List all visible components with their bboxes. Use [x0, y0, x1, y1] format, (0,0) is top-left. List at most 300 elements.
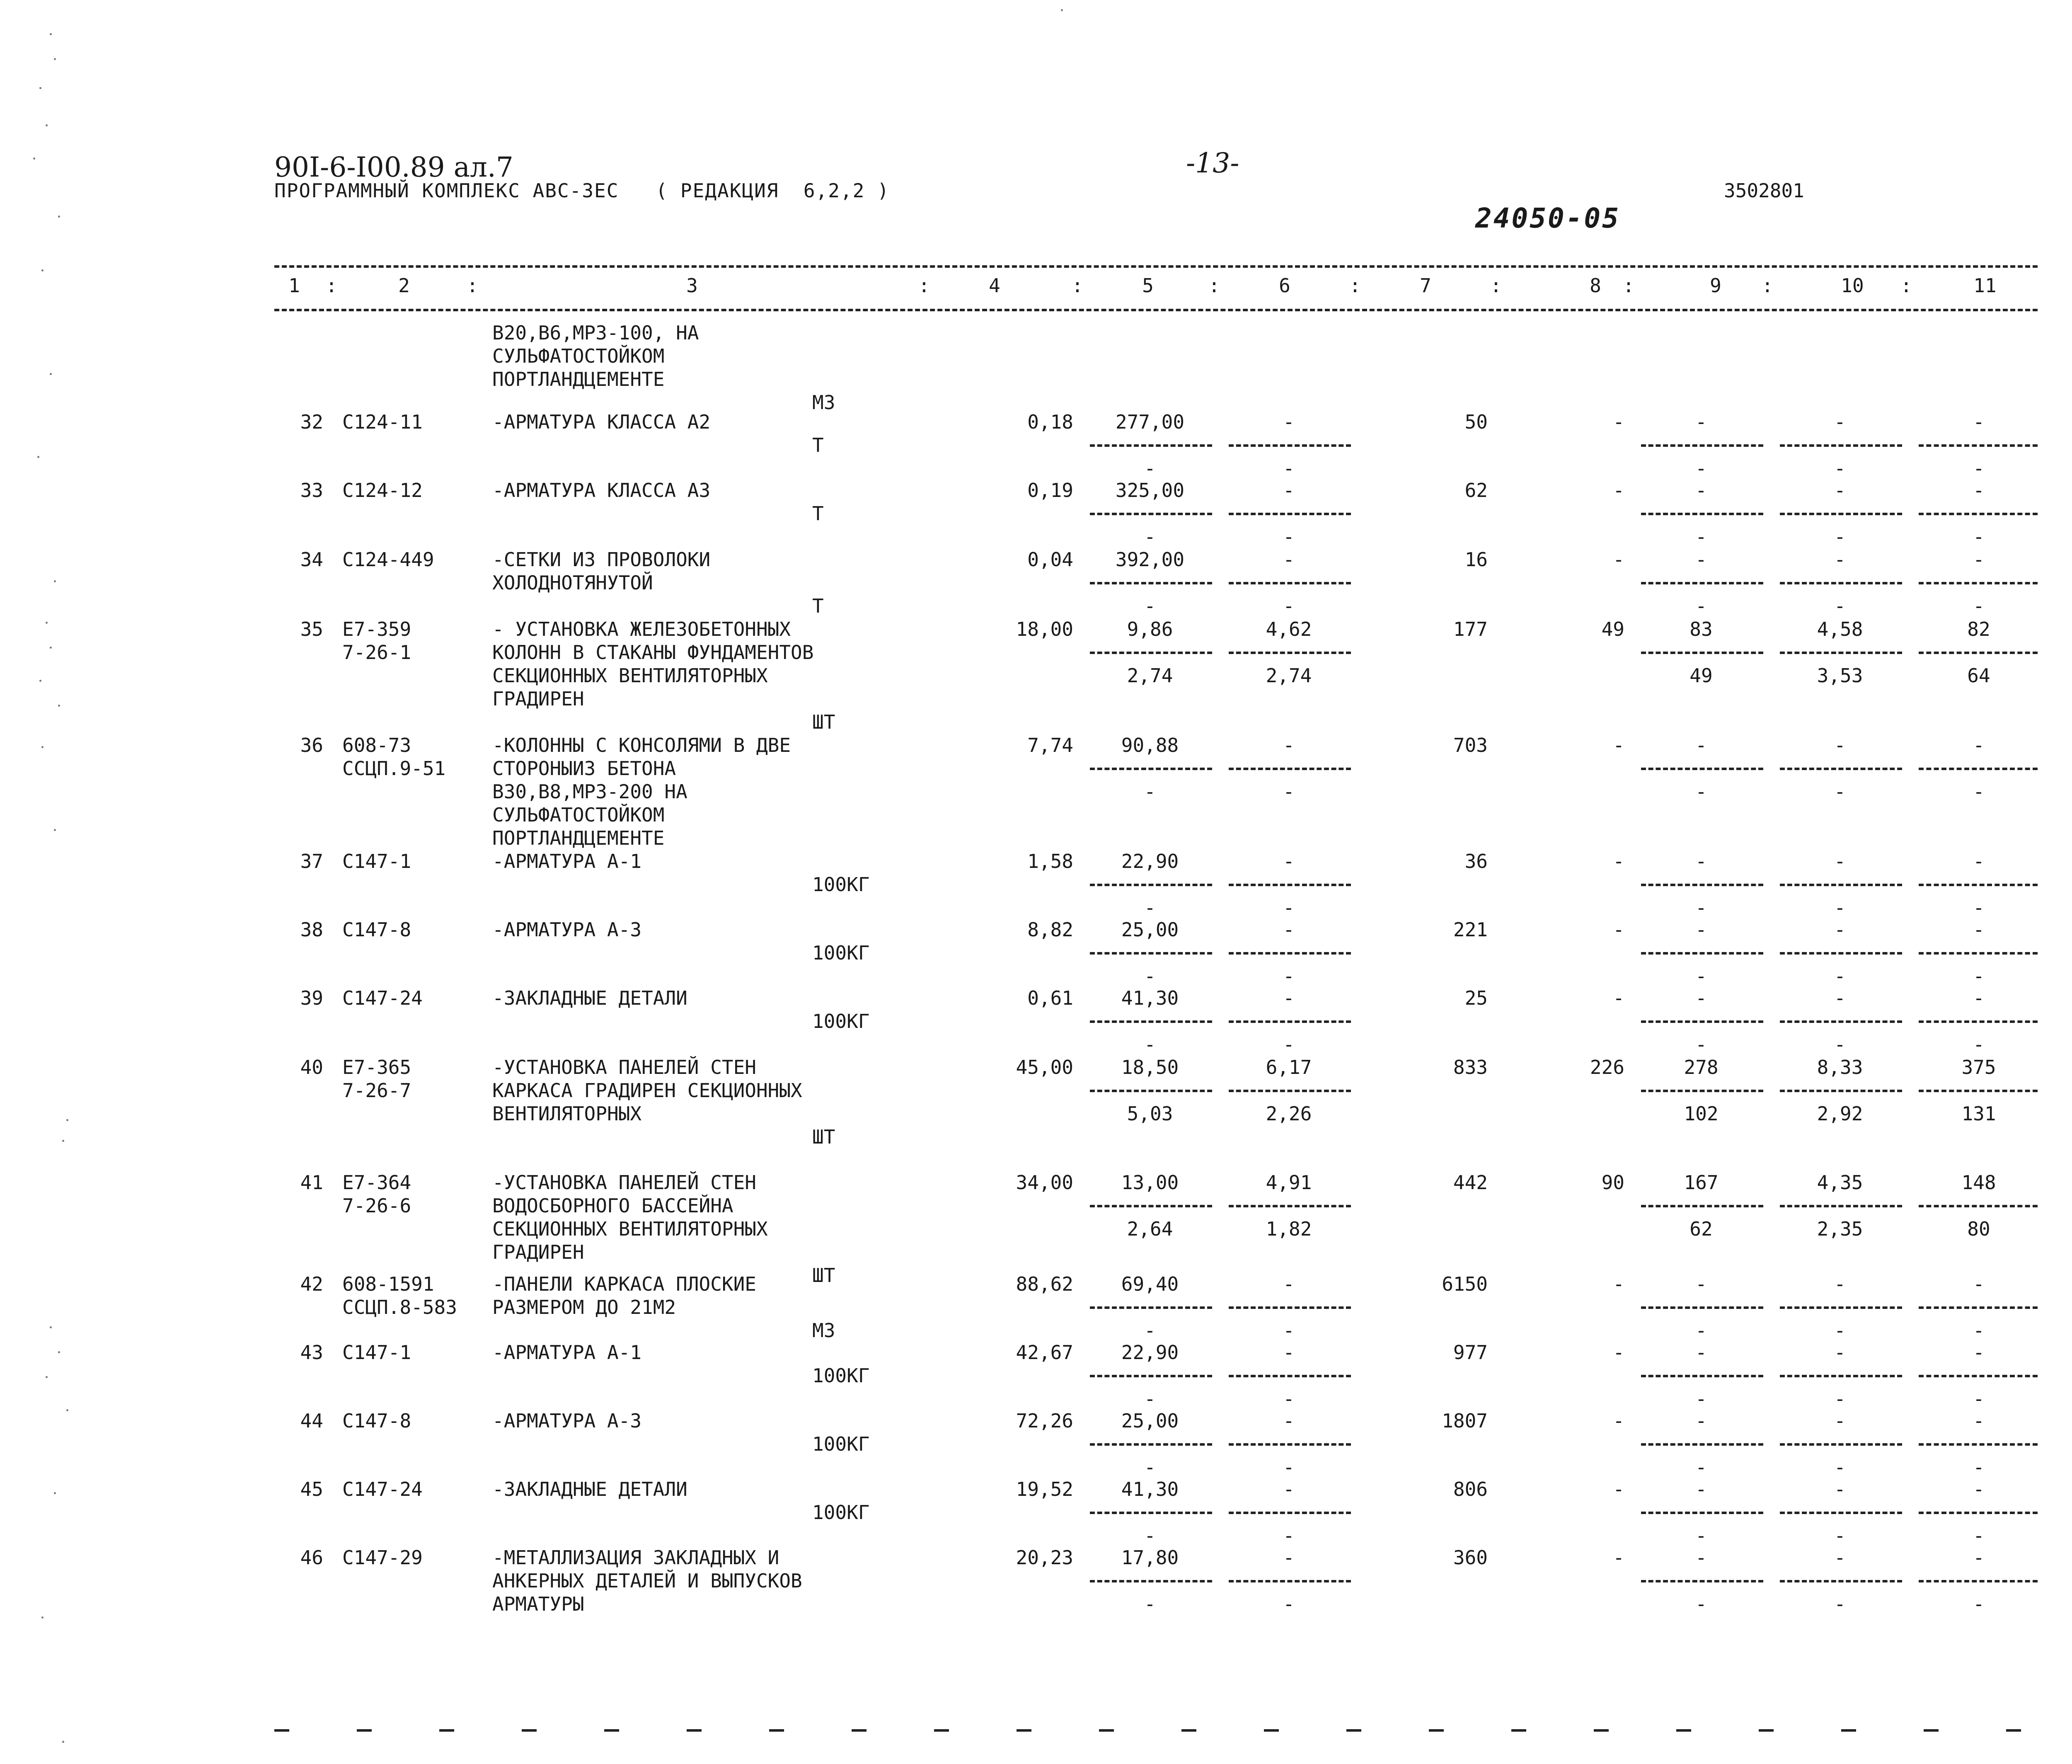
cell-col7: 833	[1453, 1056, 1488, 1078]
cell-c9-top: -	[1695, 1546, 1707, 1569]
cell-number: 46	[300, 1546, 323, 1569]
cell-col4: 1,58	[1027, 850, 1073, 872]
scan-speck	[66, 1119, 68, 1121]
fraction-line	[1229, 1205, 1351, 1210]
cell-c11-top: -	[1973, 1273, 1985, 1295]
scan-speck	[58, 216, 60, 218]
cell-unit: 100КГ	[812, 942, 870, 964]
column-separator: :	[1623, 274, 1634, 297]
cell-c11-top: -	[1973, 1341, 1985, 1364]
cell-col4: 8,82	[1027, 918, 1073, 941]
cell-c11-bottom: -	[1973, 1456, 1985, 1478]
scan-speck	[33, 158, 35, 160]
footer-dash	[522, 1729, 537, 1732]
fraction-line	[1090, 1205, 1212, 1210]
fraction-line	[1780, 582, 1902, 587]
cell-col4: 88,62	[1016, 1273, 1073, 1295]
cell-c10-top: -	[1834, 1273, 1846, 1295]
cell-c10-top: -	[1834, 548, 1846, 571]
cell-col4: 34,00	[1016, 1171, 1073, 1194]
column-header-6: 6	[1279, 274, 1290, 297]
cell-col7: 25	[1464, 987, 1488, 1009]
fraction-line	[1780, 884, 1902, 889]
cell-code: Е7-364 7-26-6	[342, 1171, 411, 1217]
column-separator: :	[1349, 274, 1361, 297]
cell-col4: 7,74	[1027, 734, 1073, 756]
fraction-line	[1919, 582, 2038, 587]
cell-c5-top: 9,86	[1127, 618, 1173, 640]
column-header-4: 4	[989, 274, 1000, 297]
cell-c6-bottom: -	[1283, 897, 1295, 919]
fraction-line	[1641, 768, 1763, 773]
cell-code: С147-8	[342, 1410, 411, 1432]
cell-number: 36	[300, 734, 323, 756]
cell-c6-bottom: 1,82	[1266, 1218, 1312, 1240]
cell-c9-top: -	[1695, 987, 1707, 1009]
cell-number: 34	[300, 548, 323, 571]
cell-c6-top: -	[1283, 1546, 1295, 1569]
cell-c6-bottom: -	[1283, 780, 1295, 803]
fraction-line	[1229, 444, 1351, 449]
cell-col8: -	[1613, 1478, 1624, 1500]
footer-dash	[1429, 1729, 1444, 1732]
cell-c9-bottom: 62	[1690, 1218, 1713, 1240]
fraction-line	[1919, 1375, 2038, 1380]
fraction-line	[1919, 952, 2038, 957]
footer-dash	[1511, 1729, 1526, 1732]
cell-code: С124-449	[342, 548, 434, 571]
fraction-line	[1090, 884, 1212, 889]
cell-c9-top: -	[1695, 479, 1707, 502]
fraction-line	[1090, 1375, 1212, 1380]
cell-c5-bottom: -	[1144, 1593, 1156, 1615]
fraction-line	[1780, 444, 1902, 449]
cell-c11-bottom: -	[1973, 1524, 1985, 1547]
footer-dash	[357, 1729, 372, 1732]
footer-dash	[934, 1729, 949, 1732]
column-separator: :	[918, 274, 930, 297]
footer-dash	[604, 1729, 619, 1732]
cell-c5-bottom: -	[1144, 965, 1156, 987]
cell-description: -ЗАКЛАДНЫЕ ДЕТАЛИ	[492, 1478, 687, 1500]
fraction-line	[1229, 1512, 1351, 1517]
cell-unit: 100КГ	[812, 873, 870, 896]
cell-description: -ПАНЕЛИ КАРКАСА ПЛОСКИЕ РАЗМЕРОМ ДО 21М2	[492, 1273, 756, 1318]
cell-c11-bottom: -	[1973, 595, 1985, 617]
cell-c5-top: 90,88	[1121, 734, 1179, 756]
cell-c10-bottom: -	[1834, 1319, 1846, 1342]
document-code: 90I-6-I00.89 ал.7	[274, 151, 513, 183]
cell-c11-bottom: -	[1973, 526, 1985, 548]
fraction-line	[1229, 1020, 1351, 1025]
fraction-line	[1641, 952, 1763, 957]
cell-c11-bottom: 80	[1967, 1218, 1990, 1240]
cell-c10-top: -	[1834, 1410, 1846, 1432]
cell-c5-bottom: -	[1144, 595, 1156, 617]
cell-c5-bottom: -	[1144, 1033, 1156, 1056]
cell-unit: М3	[812, 391, 835, 414]
fraction-line	[1641, 513, 1763, 518]
cell-col7: 221	[1453, 918, 1488, 941]
cell-col4: 18,00	[1016, 618, 1073, 640]
footer-dash	[852, 1729, 867, 1732]
cell-c5-bottom: 2,74	[1127, 664, 1173, 687]
cell-c9-bottom: -	[1695, 780, 1707, 803]
cell-col8: -	[1613, 1546, 1624, 1569]
cell-col4: 72,26	[1016, 1410, 1073, 1432]
cell-c9-top: 83	[1690, 618, 1713, 640]
cell-number: 44	[300, 1410, 323, 1432]
scan-speck	[54, 829, 56, 831]
cell-c10-bottom: -	[1834, 1456, 1846, 1478]
cell-col8: 49	[1601, 618, 1624, 640]
cell-c10-bottom: 3,53	[1817, 664, 1863, 687]
fraction-line	[1641, 1205, 1763, 1210]
scan-speck	[58, 705, 60, 707]
column-separator: :	[1072, 274, 1083, 297]
cell-c5-bottom: -	[1144, 780, 1156, 803]
cell-col8: -	[1613, 987, 1624, 1009]
cell-c9-bottom: -	[1695, 457, 1707, 480]
cell-c10-bottom: 2,92	[1817, 1102, 1863, 1125]
cell-col8: -	[1613, 1273, 1624, 1295]
footer-dash	[769, 1729, 784, 1732]
fraction-line	[1919, 1090, 2038, 1095]
footer-dash	[439, 1729, 454, 1732]
cell-c11-bottom: -	[1973, 965, 1985, 987]
scan-speck	[41, 746, 44, 748]
column-header-1: 1	[288, 274, 300, 297]
cell-c10-top: 4,58	[1817, 618, 1863, 640]
cell-c9-top: 278	[1684, 1056, 1719, 1078]
cell-number: 45	[300, 1478, 323, 1500]
cell-c5-top: 25,00	[1121, 1410, 1179, 1432]
cell-description: -АРМАТУРА А-1	[492, 850, 642, 872]
cell-number: 42	[300, 1273, 323, 1295]
cell-col7: 62	[1464, 479, 1488, 502]
fraction-line	[1780, 1580, 1902, 1585]
cell-c10-top: -	[1834, 1478, 1846, 1500]
cell-description: -АРМАТУРА КЛАССА А2	[492, 411, 711, 433]
fraction-line	[1090, 513, 1212, 518]
fraction-line	[1780, 1375, 1902, 1380]
cell-col7: 177	[1453, 618, 1488, 640]
cell-number: 38	[300, 918, 323, 941]
cell-col4: 45,00	[1016, 1056, 1073, 1078]
fraction-line	[1641, 1306, 1763, 1311]
column-header-5: 5	[1142, 274, 1154, 297]
cell-col7: 360	[1453, 1546, 1488, 1569]
cell-col8: -	[1613, 411, 1624, 433]
cell-c6-bottom: -	[1283, 457, 1295, 480]
cell-c6-top: -	[1283, 1273, 1295, 1295]
cell-code: С147-1	[342, 850, 411, 872]
cell-c6-bottom: -	[1283, 1388, 1295, 1410]
cell-c5-bottom: -	[1144, 526, 1156, 548]
footer-dash	[274, 1729, 289, 1732]
footer-dash	[1841, 1729, 1856, 1732]
fraction-line	[1919, 1443, 2038, 1448]
cell-c10-bottom: -	[1834, 457, 1846, 480]
cell-c10-top: -	[1834, 479, 1846, 502]
fraction-line	[1641, 1443, 1763, 1448]
fraction-line	[1090, 1443, 1212, 1448]
cell-c11-top: -	[1973, 548, 1985, 571]
cell-c11-bottom: -	[1973, 457, 1985, 480]
cell-c6-top: -	[1283, 850, 1295, 872]
cell-c6-top: -	[1283, 918, 1295, 941]
scan-speck	[62, 1741, 64, 1743]
cell-c11-top: 375	[1961, 1056, 1996, 1078]
fraction-line	[1229, 513, 1351, 518]
cell-c10-top: -	[1834, 1341, 1846, 1364]
program-line: ПРОГРАММНЫЙ КОМПЛЕКС АВС-3ЕС ( РЕДАКЦИЯ 6,2,2 )	[274, 179, 890, 202]
footer-dash	[2006, 1729, 2021, 1732]
column-separator: :	[467, 274, 478, 297]
cell-c11-bottom: -	[1973, 1388, 1985, 1410]
cell-c5-bottom: 2,64	[1127, 1218, 1173, 1240]
cell-c10-bottom: -	[1834, 526, 1846, 548]
column-header-8: 8	[1590, 274, 1601, 297]
cell-description: -АРМАТУРА А-3	[492, 918, 642, 941]
scan-speck	[50, 647, 52, 649]
column-separator: :	[1208, 274, 1220, 297]
cell-c5-top: 41,30	[1121, 1478, 1179, 1500]
scan-speck	[46, 124, 48, 126]
cell-c6-top: -	[1283, 1478, 1295, 1500]
cell-col7: 50	[1464, 411, 1488, 433]
cell-col8: -	[1613, 734, 1624, 756]
fraction-line	[1919, 1580, 2038, 1585]
fraction-line	[1919, 1306, 2038, 1311]
cell-c10-bottom: 2,35	[1817, 1218, 1863, 1240]
cell-description: -АРМАТУРА А-1	[492, 1341, 642, 1364]
cell-c5-top: 22,90	[1121, 1341, 1179, 1364]
cell-c11-bottom: 131	[1961, 1102, 1996, 1125]
cell-c5-bottom: -	[1144, 457, 1156, 480]
cell-c9-bottom: -	[1695, 595, 1707, 617]
cell-c10-bottom: -	[1834, 1524, 1846, 1547]
fraction-line	[1919, 444, 2038, 449]
cell-code: С147-8	[342, 918, 411, 941]
cell-col7: 16	[1464, 548, 1488, 571]
cell-c6-top: 4,91	[1266, 1171, 1312, 1194]
column-header-10: 10	[1841, 274, 1864, 297]
cell-c9-top: 167	[1684, 1171, 1719, 1194]
fraction-line	[1229, 582, 1351, 587]
cell-c10-bottom: -	[1834, 965, 1846, 987]
fraction-line	[1641, 1020, 1763, 1025]
cell-description: -УСТАНОВКА ПАНЕЛЕЙ СТЕН КАРКАСА ГРАДИРЕН СЕКЦИОННЫХ ВЕНТИЛЯТОРНЫХ	[492, 1056, 802, 1125]
cell-c11-top: -	[1973, 1478, 1985, 1500]
cell-col4: 0,04	[1027, 548, 1073, 571]
cell-c5-top: 325,00	[1115, 479, 1185, 502]
fraction-line	[1780, 1306, 1902, 1311]
scan-speck	[46, 1376, 48, 1378]
cell-unit: 100КГ	[812, 1433, 870, 1455]
fraction-line	[1919, 1512, 2038, 1517]
fraction-line	[1641, 1375, 1763, 1380]
fraction-line	[1780, 952, 1902, 957]
fraction-line	[1229, 952, 1351, 957]
fraction-line	[1641, 1580, 1763, 1585]
footer-dash	[1017, 1729, 1031, 1732]
scan-speck	[58, 1351, 60, 1353]
cell-c9-bottom: -	[1695, 897, 1707, 919]
cell-col4: 19,52	[1016, 1478, 1073, 1500]
fraction-line	[1780, 768, 1902, 773]
fraction-line	[1780, 513, 1902, 518]
fraction-line	[1780, 1512, 1902, 1517]
fraction-line	[1641, 444, 1763, 449]
fraction-line	[1229, 768, 1351, 773]
cell-c6-top: -	[1283, 479, 1295, 502]
cell-c9-top: -	[1695, 548, 1707, 571]
cell-code: С147-24	[342, 1478, 423, 1500]
cell-c9-top: -	[1695, 850, 1707, 872]
column-separator: :	[1762, 274, 1773, 297]
cell-c6-top: 6,17	[1266, 1056, 1312, 1078]
cell-c6-bottom: 2,26	[1266, 1102, 1312, 1125]
cell-c5-bottom: 5,03	[1127, 1102, 1173, 1125]
cell-c11-bottom: 64	[1967, 664, 1990, 687]
cell-c10-bottom: -	[1834, 595, 1846, 617]
cell-c6-top: 4,62	[1266, 618, 1312, 640]
cell-c6-bottom: 2,74	[1266, 664, 1312, 687]
cell-c6-bottom: -	[1283, 1033, 1295, 1056]
column-header-7: 7	[1420, 274, 1431, 297]
scan-speck	[37, 456, 39, 458]
cell-c9-bottom: -	[1695, 1033, 1707, 1056]
fraction-line	[1641, 652, 1763, 657]
cell-number: 40	[300, 1056, 323, 1078]
cell-c6-bottom: -	[1283, 1456, 1295, 1478]
fraction-line	[1090, 652, 1212, 657]
cell-c6-top: -	[1283, 734, 1295, 756]
cell-unit: 100КГ	[812, 1364, 870, 1387]
cell-code: Е7-365 7-26-7	[342, 1056, 411, 1102]
cell-unit: Т	[812, 595, 824, 617]
scan-speck	[54, 1492, 56, 1494]
cell-c11-top: -	[1973, 479, 1985, 502]
cell-c6-bottom: -	[1283, 1319, 1295, 1342]
cell-unit: Т	[812, 434, 824, 456]
cell-description: В20,В6,МРЗ-100, НА СУЛЬФАТОСТОЙКОМ ПОРТЛАНДЦЕМЕНТЕ	[492, 322, 699, 390]
cell-col7: 1807	[1442, 1410, 1488, 1432]
handwritten-stamp: 24050-05	[1475, 202, 1620, 234]
cell-c9-top: -	[1695, 1410, 1707, 1432]
cell-c6-top: -	[1283, 1341, 1295, 1364]
column-separator: :	[1490, 274, 1502, 297]
fraction-line	[1090, 768, 1212, 773]
fraction-line	[1090, 952, 1212, 957]
fraction-line	[1919, 884, 2038, 889]
fraction-line	[1229, 1443, 1351, 1448]
cell-c9-top: -	[1695, 734, 1707, 756]
cell-c5-top: 69,40	[1121, 1273, 1179, 1295]
cell-code: С147-1	[342, 1341, 411, 1364]
cell-col8: -	[1613, 850, 1624, 872]
cell-c10-top: -	[1834, 918, 1846, 941]
scan-speck	[54, 580, 56, 582]
fraction-line	[1780, 1020, 1902, 1025]
cell-number: 39	[300, 987, 323, 1009]
cell-code: С124-12	[342, 479, 423, 502]
cell-col7: 36	[1464, 850, 1488, 872]
cell-c9-bottom: -	[1695, 1388, 1707, 1410]
cell-col7: 6150	[1442, 1273, 1488, 1295]
cell-c6-top: -	[1283, 987, 1295, 1009]
cell-c11-top: -	[1973, 411, 1985, 433]
cell-col7: 703	[1453, 734, 1488, 756]
cell-c9-bottom: 49	[1690, 664, 1713, 687]
fraction-line	[1090, 582, 1212, 587]
cell-c5-bottom: -	[1144, 1456, 1156, 1478]
cell-c10-bottom: -	[1834, 1388, 1846, 1410]
fraction-line	[1780, 1205, 1902, 1210]
fraction-line	[1090, 1090, 1212, 1095]
cell-c6-bottom: -	[1283, 1524, 1295, 1547]
cell-col8: -	[1613, 479, 1624, 502]
cell-c10-top: -	[1834, 850, 1846, 872]
scan-speck	[66, 1409, 68, 1411]
fraction-line	[1229, 1375, 1351, 1380]
column-header-11: 11	[1973, 274, 1997, 297]
fraction-line	[1229, 652, 1351, 657]
cell-c6-bottom: -	[1283, 1593, 1295, 1615]
cell-code: С124-11	[342, 411, 423, 433]
cell-c5-bottom: -	[1144, 1524, 1156, 1547]
cell-c5-top: 41,30	[1121, 987, 1179, 1009]
scan-speck	[39, 87, 41, 89]
cell-c11-bottom: -	[1973, 1593, 1985, 1615]
cell-c9-bottom: -	[1695, 1456, 1707, 1478]
cell-number: 43	[300, 1341, 323, 1364]
fraction-line	[1090, 1580, 1212, 1585]
cell-unit: 100КГ	[812, 1010, 870, 1032]
cell-c9-bottom: -	[1695, 1319, 1707, 1342]
cell-c9-top: -	[1695, 918, 1707, 941]
cell-c5-top: 17,80	[1121, 1546, 1179, 1569]
cell-c9-top: -	[1695, 411, 1707, 433]
fraction-line	[1919, 1020, 2038, 1025]
cell-c9-top: -	[1695, 1273, 1707, 1295]
cell-c5-top: 18,50	[1121, 1056, 1179, 1078]
footer-dash	[1099, 1729, 1114, 1732]
column-separator: :	[1900, 274, 1912, 297]
cell-c10-top: -	[1834, 1546, 1846, 1569]
cell-col8: -	[1613, 1341, 1624, 1364]
cell-c11-top: -	[1973, 850, 1985, 872]
scan-speck	[62, 1140, 64, 1142]
column-header-3: 3	[686, 274, 698, 297]
fraction-line	[1229, 884, 1351, 889]
cell-description: -МЕТАЛЛИЗАЦИЯ ЗАКЛАДНЫХ И АНКЕРНЫХ ДЕТАЛЕЙ И ВЫПУСКОВ АРМАТУРЫ	[492, 1546, 802, 1615]
cell-c10-bottom: -	[1834, 780, 1846, 803]
fraction-line	[1919, 768, 2038, 773]
cell-c11-bottom: -	[1973, 1033, 1985, 1056]
scan-speck	[50, 373, 52, 375]
cell-c11-top: -	[1973, 734, 1985, 756]
cell-col8: -	[1613, 1410, 1624, 1432]
cell-c10-top: 8,33	[1817, 1056, 1863, 1078]
cell-c5-bottom: -	[1144, 897, 1156, 919]
cell-c6-bottom: -	[1283, 595, 1295, 617]
cell-number: 32	[300, 411, 323, 433]
cell-col4: 0,19	[1027, 479, 1073, 502]
scan-speck	[46, 622, 48, 624]
cell-description: -ЗАКЛАДНЫЕ ДЕТАЛИ	[492, 987, 687, 1009]
